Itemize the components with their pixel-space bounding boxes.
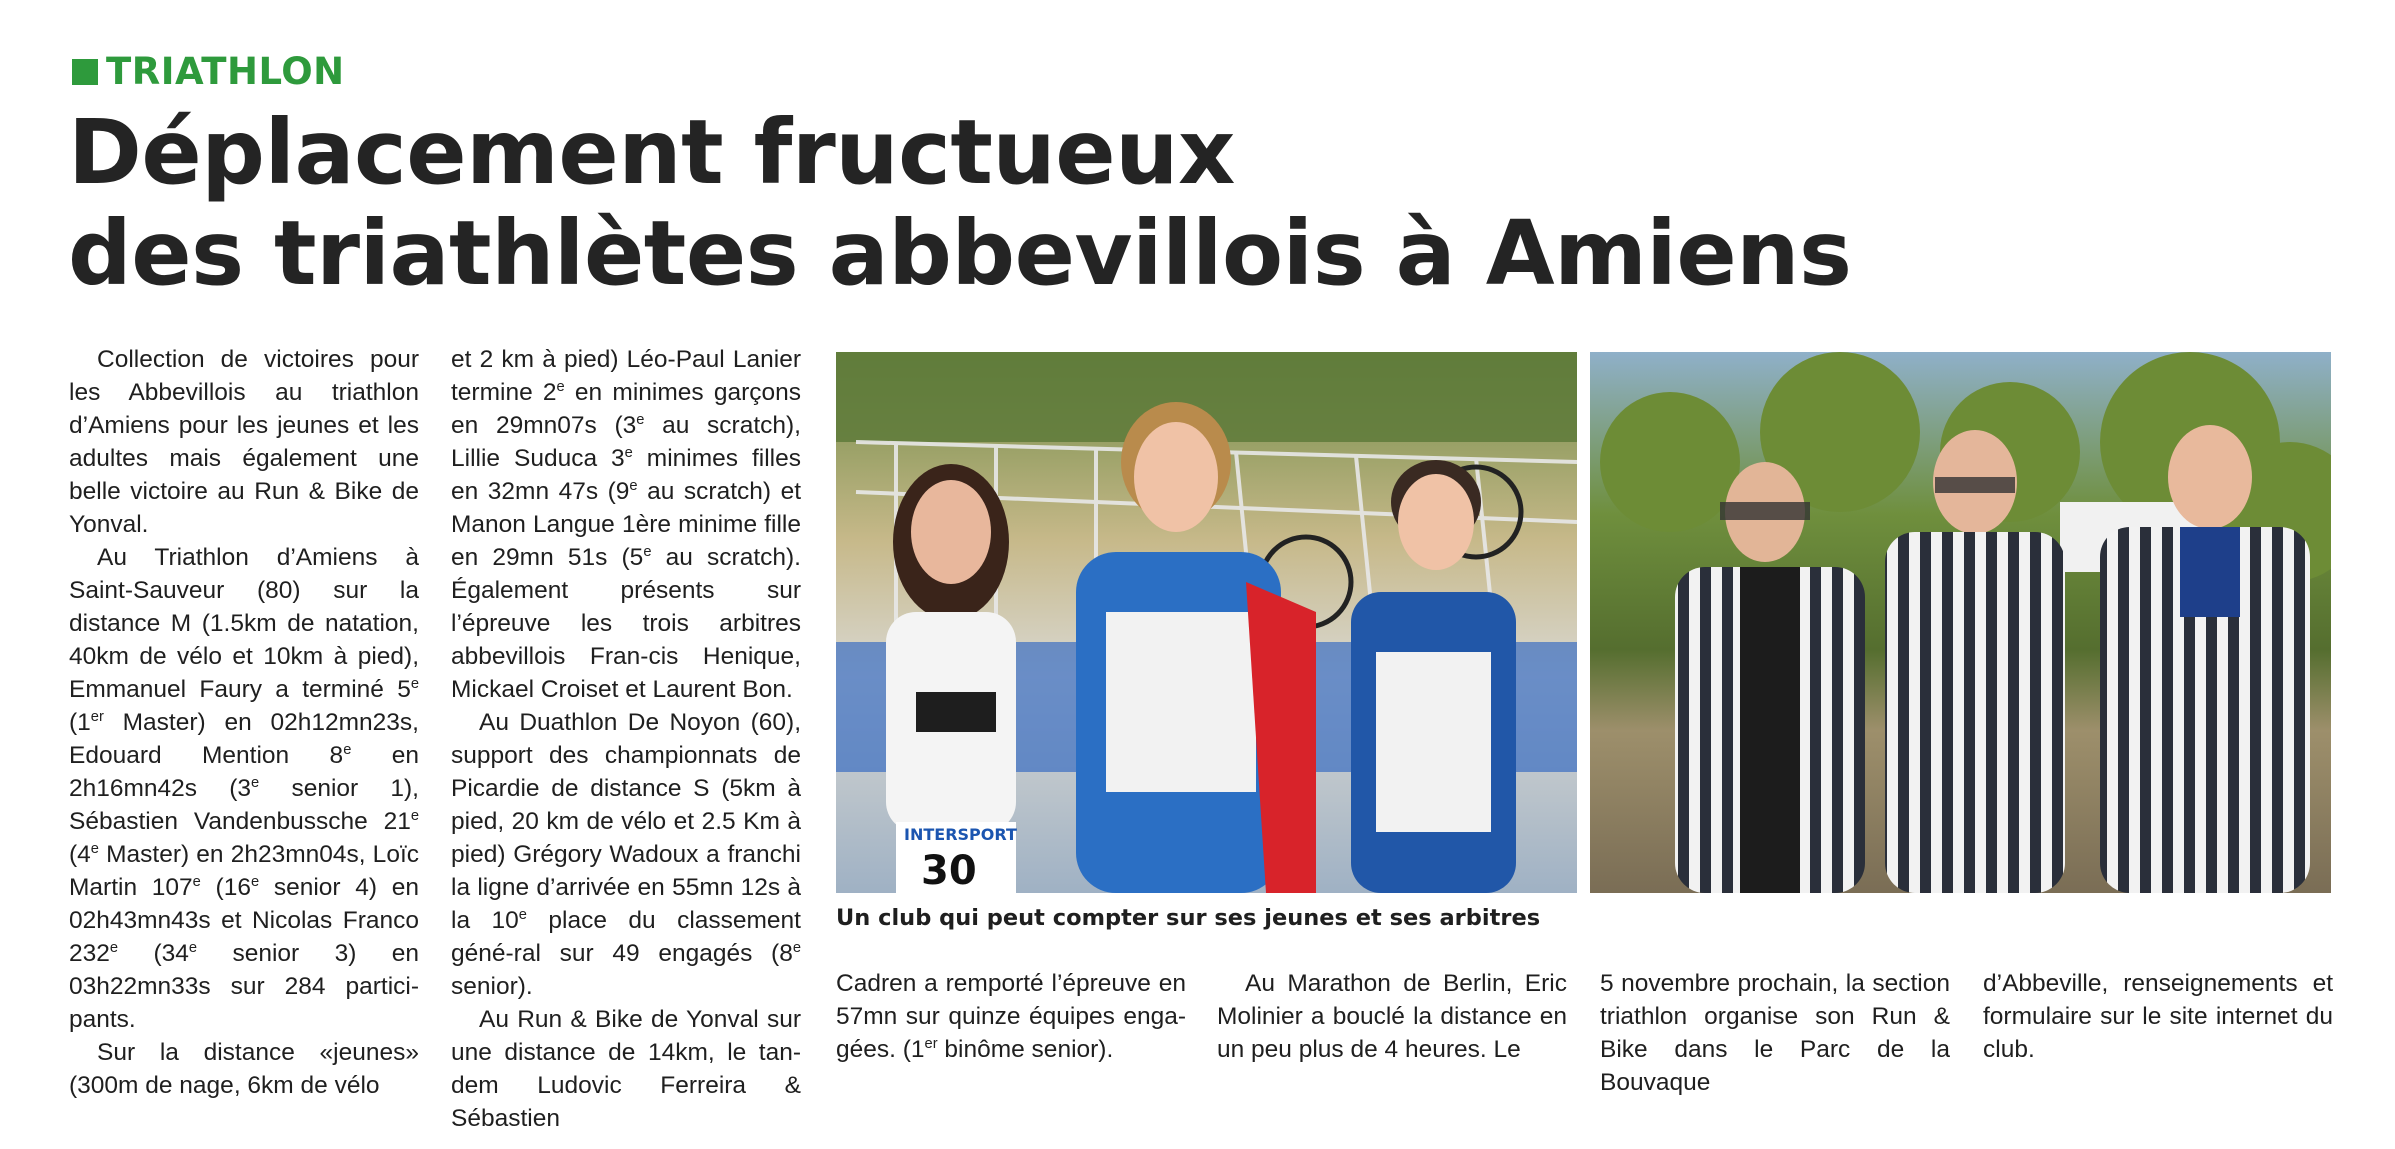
article-column-1 — [69, 343, 419, 1102]
paragraph-marathon-berlin: Au Marathon de Berlin, Eric Molinier a bouclé la distance en un peu plus de 4 heures. Le — [1217, 970, 1567, 1063]
paragraph-jeunes: Sur la distance «jeunes» (300m de nage, 6km de vélo — [69, 1039, 419, 1099]
paragraph-jeunes-continued: et 2 km à pied) Léo-Paul Lanier termine 2e en minimes garçons en 29mn07s (3e au scratch), Lillie Suduca 3e minimes filles en 32mn 47s (9e au scratch) et Manon Langue 1ère minime fille en 29mn 51s (5e au scratch). Également présents sur l’épreuve les trois arbitres abbevillois Fran-cis Henique, Mickael Croiset et Laurent Bon. — [451, 346, 801, 703]
photo-young-athletes — [836, 352, 1577, 893]
bib-number: 30 — [921, 848, 977, 893]
paragraph-registration-info: d’Abbeville, renseignements et formulaire sur le site internet du club. — [1983, 970, 2333, 1063]
bottom-column-3 — [1600, 967, 1950, 1099]
photo-referees-image — [1590, 352, 2331, 893]
paragraph-run-bike-yonval: Au Run & Bike de Yonval sur une distance de 14km, le tan-dem Ludovic Ferreira & Sébastien — [451, 1006, 801, 1132]
bottom-column-1 — [836, 967, 1186, 1066]
photo-caption: Un club qui peut compter sur ses jeunes et ses arbitres — [836, 905, 1541, 931]
article-column-2 — [451, 343, 801, 1135]
headline — [68, 102, 1852, 304]
section-label: TRIATHLON — [106, 50, 345, 93]
paragraph-run-bike-announcement: 5 novembre prochain, la section triathlon organise son Run & Bike dans le Parc de la Bouvaque — [1600, 970, 1950, 1096]
photo-young-athletes-image — [836, 352, 1577, 893]
paragraph-duathlon-noyon: Au Duathlon De Noyon (60), support des championnats de Picardie de distance S (5km à pied, 20 km de vélo et 2.5 Km à pied) Grégory Wadoux a franchi la ligne d’arrivée en 55mn 12s à la 10e place du classement géné-ral sur 49 engagés (8e senior). — [451, 709, 801, 1000]
bottom-column-2 — [1217, 967, 1567, 1066]
headline-line-2: des triathlètes abbevillois à Amiens — [68, 201, 1852, 305]
paragraph-intro: Collection de victoires pour les Abbevillois au triathlon d’Amiens pour les jeunes et les adultes mais également une belle victoire au Run & Bike de Yonval. — [69, 346, 419, 538]
section-kicker — [72, 50, 345, 93]
paragraph-run-bike-result: Cadren a remporté l’épreuve en 57mn sur quinze équipes enga-gées. (1er binôme senior). — [836, 970, 1186, 1063]
sponsor-text: INTERSPORT — [904, 825, 1017, 844]
headline-line-1: Déplacement fructueux — [68, 100, 1235, 204]
section-square-icon — [72, 59, 98, 85]
photo-referees — [1590, 352, 2331, 893]
bottom-column-4 — [1983, 967, 2333, 1066]
paragraph-triathlon-amiens: Au Triathlon d’Amiens à Saint-Sauveur (80) sur la distance M (1.5km de natation, 40km de vélo et 10km à pied), Emmanuel Faury a terminé 5e (1er Master) en 02h12mn23s, Edouard Mention 8e en 2h16mn42s (3e senior 1), Sébastien Vandenbussche 21e (4e Master) en 2h23mn04s, Loïc Martin 107e (16e senior 4) en 02h43mn43s et Nicolas Franco 232e (34e senior 3) en 03h22mn33s sur 284 partici-pants. — [69, 544, 420, 1033]
